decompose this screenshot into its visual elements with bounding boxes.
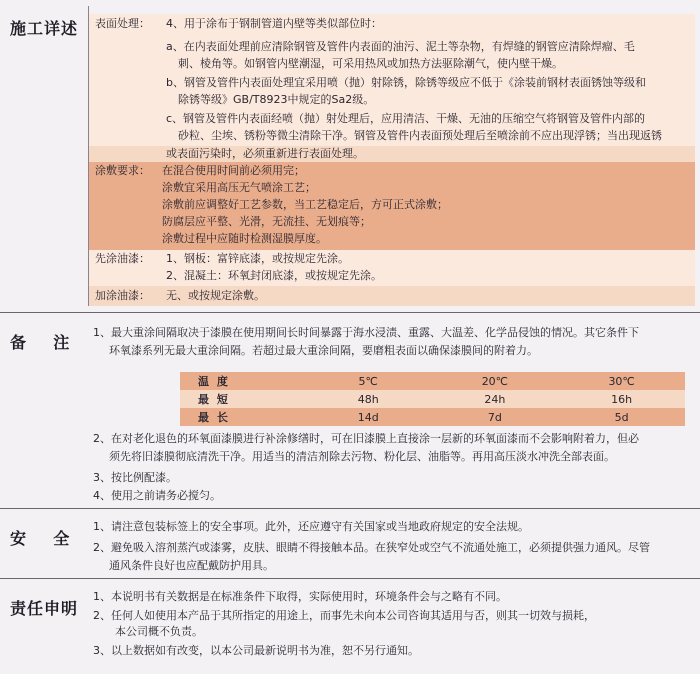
table-cell: 7d <box>487 410 502 424</box>
surface-prep-a2: 刺、棱角等。如钢管内壁潮湿，可采用热风或加热方法驱除潮气，使内壁干燥。 <box>178 57 563 70</box>
coating-line-1: 在混合使用时间前必须用完； <box>162 164 305 177</box>
note-2b: 须先将旧漆膜彻底清洗干净。用适当的清洁剂除去污物、粉化层、油脂等。再用高压淡水冲洗全部表面。 <box>109 450 615 463</box>
table-cell: 48h <box>357 392 379 406</box>
primer-label: 先涂油漆： <box>95 252 150 265</box>
note-4: 4、使用之前请务必搅匀。 <box>93 489 221 502</box>
note-3: 3、按比例配漆。 <box>93 471 177 484</box>
coating-line-3: 涂敷前应调整好工艺参数，当工艺稳定后，方可正式涂敷； <box>162 198 448 211</box>
primer-line-1: 1、钢板：富锌底漆，或按规定先涂。 <box>166 252 349 265</box>
table-header-cell: 30℃ <box>608 374 635 388</box>
table-header-cell: 温 度 <box>198 375 230 388</box>
section-label-safety: 安 全 <box>10 529 71 548</box>
topcoat-label: 加涂油漆： <box>95 289 150 302</box>
table-cell: 16h <box>611 392 633 406</box>
note-2a: 2、在对老化退色的环氧面漆膜进行补涂修缮时，可在旧漆膜上直接涂一层新的环氧面漆而不会影响附着力，但必 <box>93 432 639 445</box>
safety-2a: 2、避免吸入溶剂蒸汽或漆雾，皮肤、眼睛不得接触本品。在狭窄处或空气不流通处施工，必须提供强力通风。尽管 <box>93 541 650 554</box>
section-label-construction: 施工详述 <box>10 19 79 38</box>
liability-3: 3、以上数据如有改变，以本公司最新说明书为准，恕不另行通知。 <box>93 644 419 657</box>
table-row <box>180 408 685 426</box>
table-cell: 最 短 <box>198 393 230 406</box>
liability-2a: 2、任何人如使用本产品于其所指定的用途上，而事先未向本公司咨询其适用与否，则其一切效与损耗， <box>93 609 595 622</box>
surface-prep-label: 表面处理： <box>95 17 150 30</box>
coating-line-5: 涂敷过程中应随时检测湿膜厚度。 <box>162 232 327 245</box>
table-header-cell: 5℃ <box>358 374 378 388</box>
coating-label: 涂敷要求： <box>95 164 150 177</box>
liability-2b: 本公司概不负责。 <box>115 625 203 638</box>
table-header-cell: 20℃ <box>481 374 509 388</box>
table-cell: 24h <box>484 392 506 406</box>
note-1b: 环氧漆系列无最大重涂间隔。若超过最大重涂间隔，要磨粗表面以确保漆膜间的附着力。 <box>109 344 538 357</box>
section-rule-3 <box>0 578 700 579</box>
primer-line-2: 2、混凝土：环氧封闭底漆，或按规定先涂。 <box>166 269 382 282</box>
topcoat-line-1: 无、或按规定涂敷。 <box>166 289 265 302</box>
table-cell: 14d <box>357 410 379 424</box>
surface-prep-intro: 4、用于涂布于钢制管道内壁等类似部位时： <box>166 17 382 30</box>
coating-line-4: 防腐层应平整、光滑，无流挂、无划痕等； <box>162 215 371 228</box>
section-rule-2 <box>0 508 700 509</box>
surface-prep-b1: b、钢管及管件内表面处理宜采用喷（抛）射除锈，除锈等级应不低于《涂装前钢材表面锈蚀等级和 <box>166 76 646 89</box>
table-row <box>180 390 685 408</box>
table-cell: 最 长 <box>198 411 230 424</box>
note-1a: 1、最大重涂间隔取决于漆膜在使用期间长时间暴露于海水浸渍、重露、大温差、化学品侵蚀的情况。其它条件下 <box>93 326 639 339</box>
surface-prep-a1: a、在内表面处理前应清除钢管及管件内表面的油污、泥土等杂物，有焊缝的钢管应清除焊瘤、毛 <box>166 40 635 53</box>
surface-prep-c2: 砂粒、尘埃、锈粉等微尘清除干净。钢管及管件内表面预处理后至喷涂前不应出现浮锈；当出现返锈 <box>178 129 662 142</box>
section-label-liability: 责任申明 <box>10 599 79 618</box>
surface-prep-c1: c、钢管及管件内表面经喷（抛）射处理后，应用清洁、干燥、无油的压缩空气将钢管及管件内部的 <box>166 112 646 125</box>
section-label-notes: 备 注 <box>10 333 71 352</box>
recoat-interval-table <box>180 372 685 426</box>
coating-line-2: 涂敷宜采用高压无气喷涂工艺； <box>162 181 316 194</box>
safety-2b: 通风条件良好也应配戴防护用具。 <box>109 559 274 572</box>
safety-1: 1、请注意包装标签上的安全事项。此外，还应遵守有关国家或当地政府规定的安全法规。 <box>93 520 529 533</box>
section-rule-1 <box>0 312 700 313</box>
surface-prep-b2: 除锈等级》GB/T8923中规定的Sa2级。 <box>178 93 375 106</box>
surface-prep-c3: 或表面污染时，必须重新进行表面处理。 <box>166 147 364 160</box>
liability-1: 1、本说明书有关数据是在标准条件下取得，实际使用时，环境条件会与之略有不同。 <box>93 590 507 603</box>
table-cell: 5d <box>614 410 629 424</box>
table-header-row <box>180 372 685 390</box>
